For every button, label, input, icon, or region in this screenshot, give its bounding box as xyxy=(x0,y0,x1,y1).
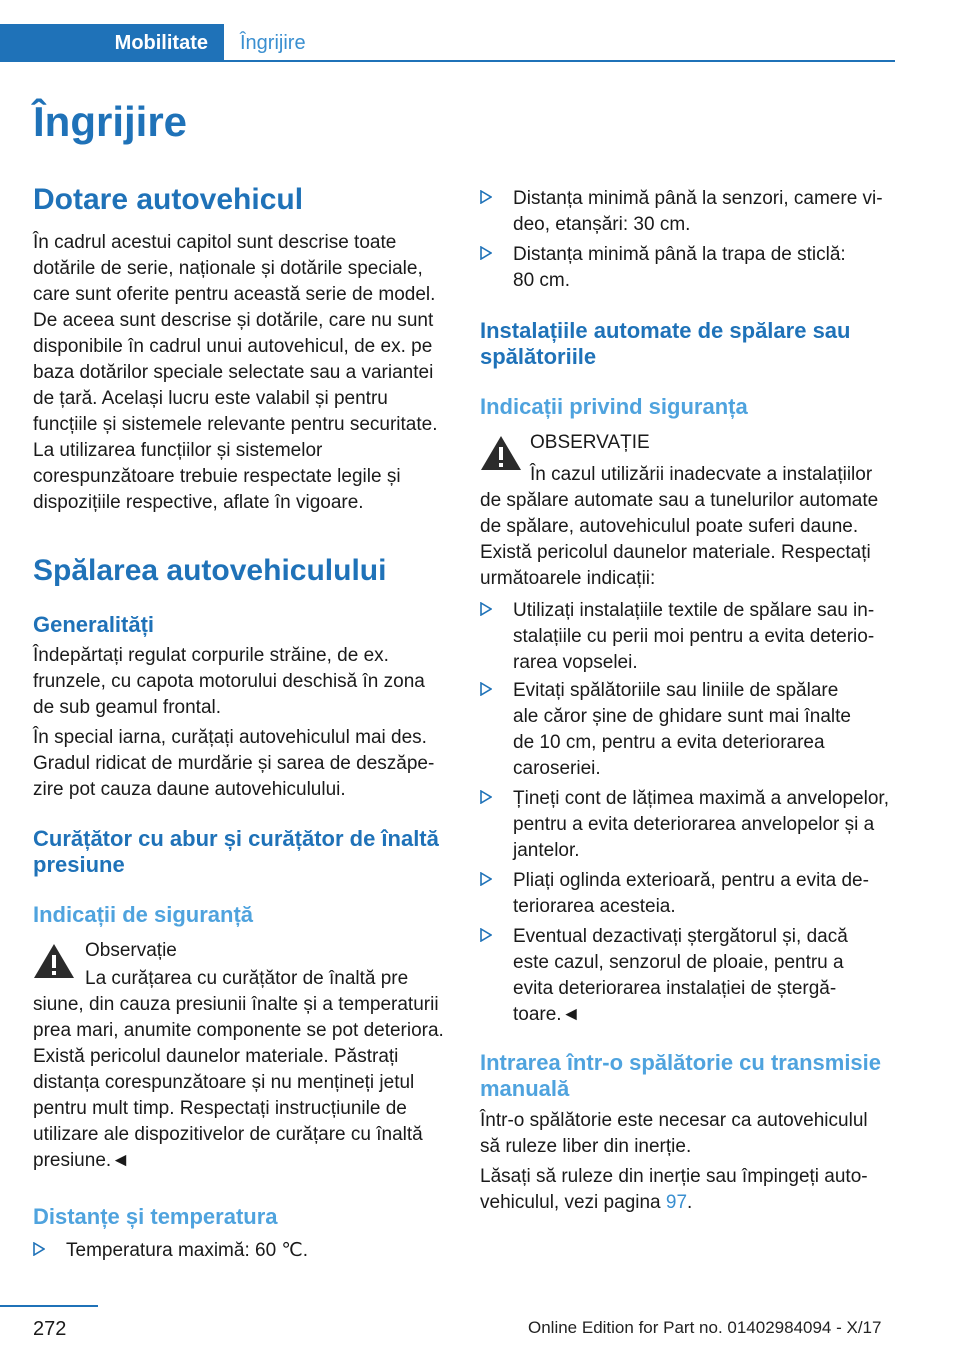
list-item: Temperatura maximă: 60 ℃. xyxy=(33,1238,443,1264)
list-item: Evitați spălătoriile sau liniile de spălare ale căror șine de ghidare sunt mai înalte de 10 cm, pentru a evita deteriorarea caroseriei. xyxy=(480,678,896,782)
warning-text-first-line: La curățarea cu curățător de înaltă pre xyxy=(85,968,409,989)
heading-vehicle-equipment: Dotare autovehicul xyxy=(33,183,304,216)
paragraph-manual-2: Lăsați să ruleze din inerție sau împingeți autovehiculul, vezi pagina 97. xyxy=(480,1166,868,1213)
triangle-bullet-icon xyxy=(480,246,492,260)
paragraph-general-2: În special iarna, curățați autovehiculul mai des. Gradul ridicat de murdărie și sarea de deszăpezire pot cauza daune autovehiculului. xyxy=(33,727,435,800)
warning-triangle-icon xyxy=(33,942,75,980)
heading-distances-temperature: Distanțe și temperatura xyxy=(33,1204,278,1229)
warning-triangle-icon xyxy=(480,434,522,472)
triangle-bullet-icon xyxy=(480,602,492,616)
list-item: Eventual dezactivați ștergătorul și, dacă este cazul, senzorul de ploaie, pentru a evita deteriorarea instalației de ștergătoare.◄ xyxy=(480,924,896,1028)
edition-note: Online Edition for Part no. 01402984094 - X/17 xyxy=(528,1318,882,1337)
list-item: Distanța minimă până la trapa de sticlă: 80 cm. xyxy=(480,242,896,294)
page-link[interactable]: 97 xyxy=(665,1192,688,1213)
paragraph-manual-1: Într-o spălătorie este necesar ca autovehiculul să ruleze liber din inerție. xyxy=(480,1110,868,1157)
heading-automatic-wash: Instalațiile automate de spălare sau spălătoriile xyxy=(480,318,851,369)
heading-steam-cleaner: Curățător cu abur și curățător de înaltă presiune xyxy=(33,826,439,877)
list-item: Pliați oglinda exterioară, pentru a evita deteriorarea acesteia. xyxy=(480,868,896,920)
list-item: Utilizați instalațiile textile de spălare sau instalațiile cu perii moi pentru a evita deteriorarea vopselei. xyxy=(480,598,896,676)
heading-safety-notes-right: Indicații privind siguranța xyxy=(480,394,748,419)
tab-ingrijire[interactable]: Îngrijire xyxy=(240,32,306,54)
warning-text-right: de spălare automate sau a tunelurilor automate de spălare, autovehiculul poate suferi daune. Există pericolul daunelor materiale. Respectați următoarele indicații: xyxy=(480,490,879,589)
header-tab-bar xyxy=(0,24,895,62)
warning-text-left: siune, din cauza presiunii înalte și a temperaturii prea mari, anumite componente se pot deteriora. Există pericolul daunelor materiale. Păstrați distanța corespunzătoare și nu mențineți jetul pentru mult timp. Respectați instrucțiunile de utilizare ale dispozitivelor de curățare cu înaltă presiune.◄ xyxy=(33,994,444,1171)
tab-mobilitate[interactable]: Mobilitate xyxy=(0,24,224,62)
heading-car-wash: Spălarea autovehiculului xyxy=(33,554,387,587)
list-item: Distanța minimă până la senzori, camere video, etanșări: 30 cm. xyxy=(480,186,896,238)
heading-safety-notes: Indicații de siguranță xyxy=(33,902,254,927)
warning-title-right: OBSERVAȚIE xyxy=(530,432,650,453)
triangle-bullet-icon xyxy=(480,790,492,804)
heading-general: Generalități xyxy=(33,612,155,637)
list-item: Țineți cont de lățimea maximă a anvelopelor, pentru a evita deteriorarea anvelopelor și a jantelor. xyxy=(480,786,896,864)
triangle-bullet-icon xyxy=(480,928,492,942)
paragraph-general-1: Îndepărtați regulat corpurile străine, de ex. frunzele, cu capota motorului deschisă în zona de sub geamul frontal. xyxy=(33,645,425,718)
triangle-bullet-icon xyxy=(480,682,492,696)
header-divider xyxy=(0,60,895,62)
warning-text-first-line-right: În cazul utilizării inadecvate a instalațiilor xyxy=(530,464,873,485)
triangle-bullet-icon xyxy=(33,1242,45,1256)
footer-divider xyxy=(0,1305,98,1307)
heading-manual-transmission: Intrarea într-o spălătorie cu transmisie manuală xyxy=(480,1050,882,1101)
warning-title-left: Observație xyxy=(85,940,177,961)
triangle-bullet-icon xyxy=(480,872,492,886)
page-title: Îngrijire xyxy=(33,98,188,145)
page-number: 272 xyxy=(33,1318,67,1340)
paragraph-equipment: În cadrul acestui capitol sunt descrise toate dotările de serie, naționale și dotările speciale, care sunt oferite pentru această serie de model. De aceea sunt descrise și dotările, care nu sunt disponibile în cadrul unui autovehicul, de ex. pe baza dotărilor speciale selectate sau a variantei de țară. Același lucru este valabil și pentru funcțiile și sistemele relevante pentru securitate. La utilizarea funcțiilor și sistemelor corespunzătoare trebuie respectate legile și dispozițiile respective, aflate în vigoare. xyxy=(33,232,438,513)
triangle-bullet-icon xyxy=(480,190,492,204)
